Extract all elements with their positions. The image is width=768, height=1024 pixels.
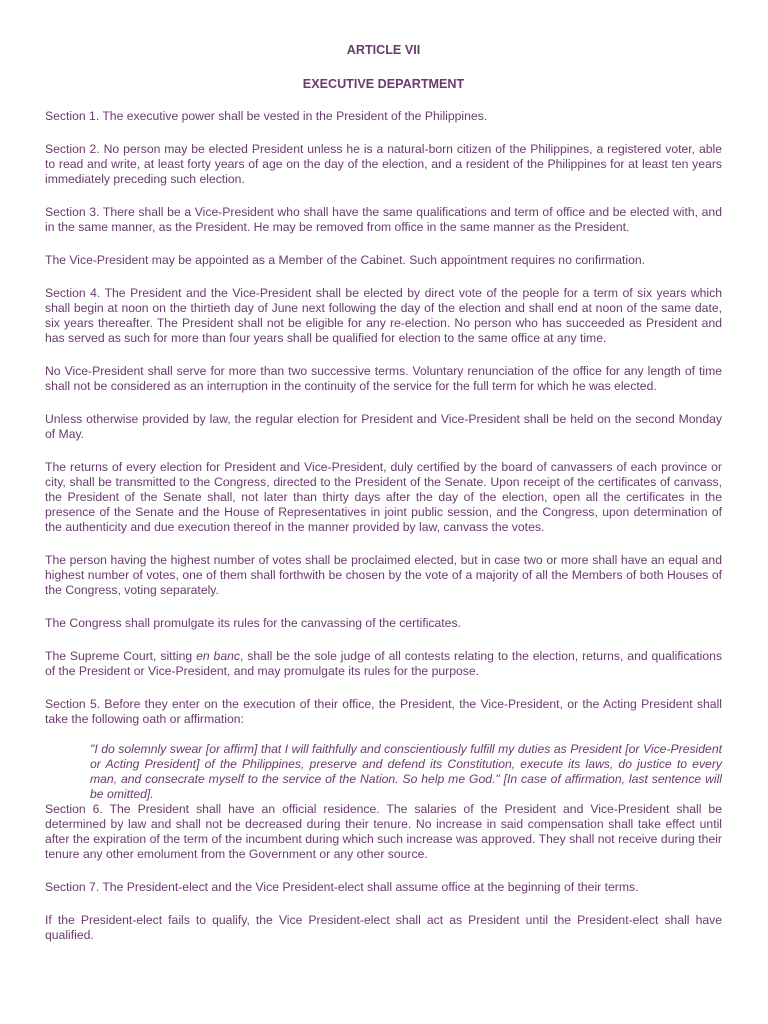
document-page [45, 41, 722, 943]
election-returns-paragraph: The returns of every election for President and Vice-President, duly certified by the board of canvassers of each province or city, shall be transmitted to the Congress, directed to the President of the Senate. Upon receipt of the certificates of canvass, the President of the Senate shall, not later than thirty days after the day of the election, open all the certificates in the presence of the Senate and the House of Representatives in joint public session, and the Congress, upon determination of the authenticity and due execution thereof in the manner provided by law, canvass the votes. [45, 460, 722, 534]
supreme-court-text-before: The Supreme Court, sitting [45, 649, 197, 663]
section-6-paragraph: Section 6. The President shall have an official residence. The salaries of the President and Vice-President shall be determined by law and shall not be decreased during their tenure. No increase in said compensation shall take effect until after the expiration of the term of the incumbent during which such increase was approved. They shall not receive during their tenure any other emolument from the Government or any other source. [45, 802, 722, 861]
supreme-court-text-after: , shall be the sole judge of all contests relating to the election, returns, and qualifications of the President or Vice-President, and may promulgate its rules for the purpose. [45, 649, 722, 678]
section-3-paragraph: Section 3. There shall be a Vice-President who shall have the same qualifications and term of office and be elected with, and in the same manner, as the President. He may be removed from office in the same manner as the President. [45, 205, 722, 234]
section-4-paragraph: Section 4. The President and the Vice-President shall be elected by direct vote of the people for a term of six years which shall begin at noon on the thirtieth day of June next following the day of the election and shall end at noon of the same date, six years thereafter. The President shall not be eligible for any re-election. No person who has succeeded as President and has served as such for more than four years shall be qualified for election to the same office at any time. [45, 286, 722, 345]
oath-quote: "I do solemnly swear [or affirm] that I will faithfully and conscientiously fulfill my duties as President [or Vice-President or Acting President] of the Philippines, preserve and defend its Constitution, execute its laws, do justice to every man, and consecrate myself to the service of the Nation. So help me God." [In case of affirmation, last sentence will be omitted]. [90, 742, 722, 801]
regular-election-paragraph: Unless otherwise provided by law, the regular election for President and Vice-President shall be held on the second Monday of May. [45, 412, 722, 441]
section-1-paragraph: Section 1. The executive power shall be vested in the President of the Philippines. [45, 109, 488, 123]
president-elect-qualify-paragraph: If the President-elect fails to qualify, the Vice President-elect shall act as President until the President-elect shall have qualified. [45, 913, 722, 942]
supreme-court-paragraph [45, 649, 722, 679]
section-5-paragraph: Section 5. Before they enter on the execution of their office, the President, the Vice-President, or the Acting President shall take the following oath or affirmation: [45, 697, 722, 726]
vice-president-terms-paragraph: No Vice-President shall serve for more than two successive terms. Voluntary renunciation of the office for any length of time shall not be considered as an interruption in the continuity of the service for the full term for which he was elected. [45, 364, 722, 393]
section-7-paragraph: Section 7. The President-elect and the Vice President-elect shall assume office at the beginning of their terms. [45, 880, 639, 894]
en-banc-italic: en banc [196, 649, 240, 663]
section-2-paragraph: Section 2. No person may be elected President unless he is a natural-born citizen of the Philippines, a registered voter, able to read and write, at least forty years of age on the day of the election, and a resident of the Philippines for at least ten years immediately preceding such election. [45, 142, 722, 186]
department-title: EXECUTIVE DEPARTMENT [302, 77, 465, 91]
canvassing-rules-paragraph: The Congress shall promulgate its rules for the canvassing of the certificates. [45, 616, 461, 630]
vice-president-cabinet-paragraph: The Vice-President may be appointed as a Member of the Cabinet. Such appointment requires no confirmation. [45, 253, 646, 267]
article-title: ARTICLE VII [346, 43, 421, 57]
highest-votes-paragraph: The person having the highest number of votes shall be proclaimed elected, but in case two or more shall have an equal and highest number of votes, one of them shall forthwith be chosen by the vote of a majority of all the Members of both Houses of the Congress, voting separately. [45, 553, 722, 597]
